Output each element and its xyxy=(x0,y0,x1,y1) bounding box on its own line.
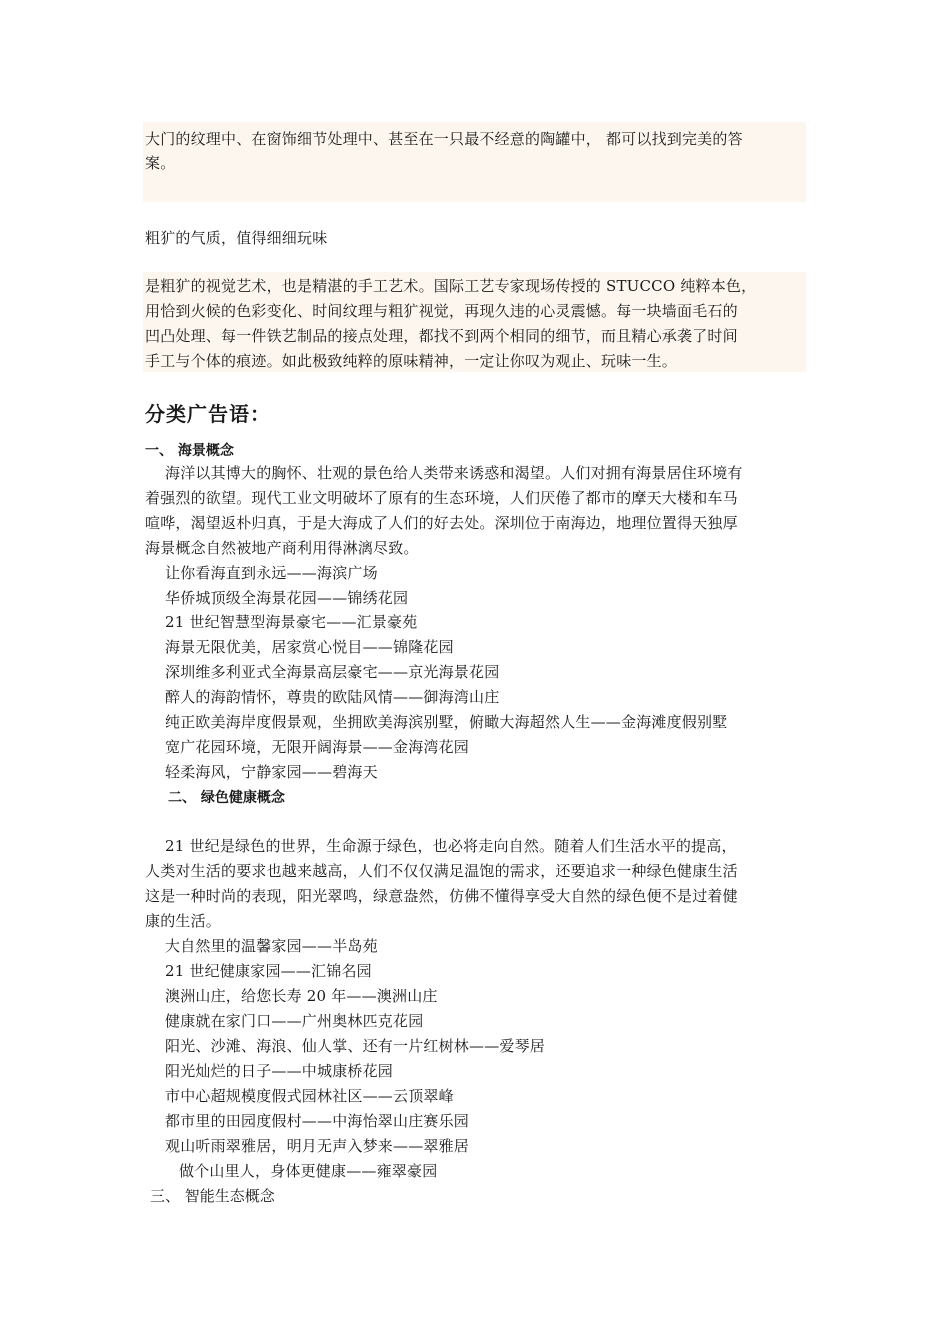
slogan-item: 21 世纪智慧型海景豪宅——汇景豪苑 xyxy=(165,613,418,631)
slogan-item: 市中心超规模度假式园林社区——云顶翠峰 xyxy=(165,1087,454,1105)
intro-line: 案。 xyxy=(145,154,176,172)
paragraph-line: 海洋以其博大的胸怀、壮观的景色给人类带来诱惑和渴望。人们对拥有海景居住环境有 xyxy=(165,464,743,482)
slogan-item: 21 世纪健康家园——汇锦名园 xyxy=(165,962,372,980)
slogan-item: 观山听雨翠雅居，明月无声入梦来——翠雅居 xyxy=(165,1137,470,1155)
body-line: 用恰到火候的色彩变化、时间纹理与粗犷视觉，再现久违的心灵震憾。每一块墙面毛石的 xyxy=(145,302,738,320)
section-title: 二、 绿色健康概念 xyxy=(168,790,285,806)
paragraph-line: 这是一种时尚的表现，阳光翠鸣，绿意盎然，仿佛不懂得享受大自然的绿色便不是过着健 xyxy=(145,887,738,905)
slogan-item: 大自然里的温馨家园——半岛苑 xyxy=(165,937,378,955)
body-line: 手工与个体的痕迹。如此极致纯粹的原味精神，一定让你叹为观止、玩味一生。 xyxy=(145,352,678,370)
paragraph-line: 人类对生活的要求也越来越高，人们不仅仅满足温饱的需求，还要追求一种绿色健康生活 xyxy=(145,862,738,880)
slogan-item: 都市里的田园度假村——中海怡翠山庄赛乐园 xyxy=(165,1112,470,1130)
paragraph-line: 21 世纪是绿色的世界，生命源于绿色，也必将走向自然。随着人们生活水平的提高， xyxy=(165,837,737,855)
paragraph-line: 海景概念自然被地产商利用得淋漓尽致。 xyxy=(145,539,419,557)
slogan-item: 阳光、沙滩、海浪、仙人掌、还有一片红树林——爱琴居 xyxy=(165,1037,546,1055)
body-line: 是粗犷的视觉艺术，也是精湛的手工艺术。国际工艺专家现场传授的 STUCCO 纯粹本色， xyxy=(145,277,757,295)
section-title: 一、 海景概念 xyxy=(145,443,234,459)
slogan-item: 华侨城顶级全海景花园——锦绣花园 xyxy=(165,589,409,607)
intro-line: 大门的纹理中、在窗饰细节处理中、甚至在一只最不经意的陶罐中， 都可以找到完美的答 xyxy=(145,130,743,148)
slogan-item: 做个山里人，身体更健康——雍翠豪园 xyxy=(179,1162,438,1180)
slogan-item: 轻柔海风，宁静家园——碧海天 xyxy=(165,763,378,781)
slogan-item: 纯正欧美海岸度假景观，坐拥欧美海滨别墅，俯瞰大海超然人生——金海滩度假别墅 xyxy=(165,713,728,731)
slogan-item: 健康就在家门口——广州奥林匹克花园 xyxy=(165,1012,424,1030)
page-heading: 分类广告语： xyxy=(145,402,271,426)
slogan-item: 海景无限优美，居家赏心悦目——锦隆花园 xyxy=(165,638,454,656)
slogan-item: 阳光灿烂的日子——中城康桥花园 xyxy=(165,1062,394,1080)
section-title: 三、 智能生态概念 xyxy=(150,1187,275,1205)
intro-subtitle: 粗犷的气质，值得细细玩味 xyxy=(145,229,328,247)
paragraph-line: 喧哗，渴望返朴归真，于是大海成了人们的好去处。深圳位于南海边，地理位置得天独厚 xyxy=(145,514,738,532)
slogan-item: 宽广花园环境，无限开阔海景——金海湾花园 xyxy=(165,738,470,756)
slogan-item: 深圳维多利亚式全海景高层豪宅——京光海景花园 xyxy=(165,663,500,681)
paragraph-line: 着强烈的欲望。现代工业文明破坏了原有的生态环境，人们厌倦了都市的摩天大楼和车马 xyxy=(145,489,738,507)
paragraph-line: 康的生活。 xyxy=(145,912,222,930)
slogan-item: 澳洲山庄，给您长寿 20 年——澳洲山庄 xyxy=(165,987,438,1005)
body-line: 凹凸处理、每一件铁艺制品的接点处理，都找不到两个相同的细节，而且精心承袭了时间 xyxy=(145,327,738,345)
slogan-item: 让你看海直到永远——海滨广场 xyxy=(165,564,378,582)
slogan-item: 醉人的海韵情怀，尊贵的欧陆风情——御海湾山庄 xyxy=(165,688,500,706)
